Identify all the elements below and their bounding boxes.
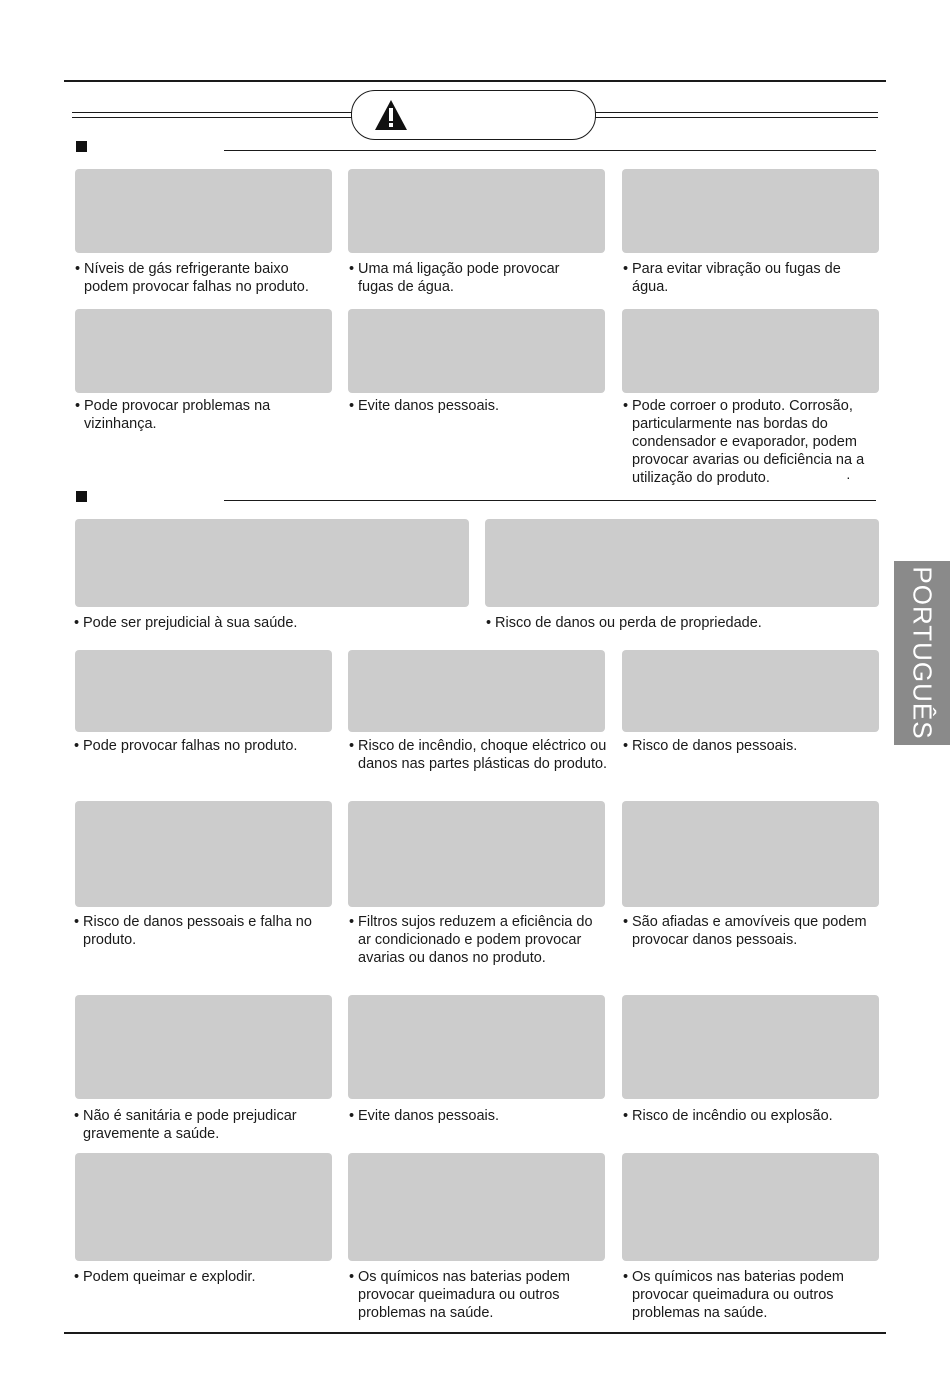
illustration-panel — [348, 1153, 605, 1261]
illustration-panel — [622, 650, 879, 732]
caption-personal-risk — [623, 737, 873, 755]
bullet: • — [623, 261, 629, 277]
header-double-line-left-top — [72, 112, 352, 113]
illustration-panel — [75, 650, 332, 732]
bottom-page-rule — [64, 1332, 886, 1334]
caption-text: Evite danos pessoais. — [358, 1108, 500, 1124]
caption-text: Os químicos nas baterias podem provocar queimadura ou outros problemas na saúde. — [632, 1269, 844, 1321]
illustration-panel — [348, 995, 605, 1099]
caption-text: Pode provocar problemas na vizinhança. — [84, 398, 271, 432]
bullet: • — [74, 914, 80, 930]
illustration-panel — [75, 309, 332, 393]
caption-personal-damage — [349, 397, 599, 415]
illustration-panel — [485, 519, 879, 607]
illustration-panel — [622, 1153, 879, 1261]
bullet: • — [349, 398, 355, 414]
caption-personal-and-failure — [74, 913, 324, 949]
caption-corrosion — [623, 397, 879, 487]
caption-health — [74, 614, 464, 632]
caption-text: Podem queimar e explodir. — [83, 1269, 256, 1285]
caption-avoid-injury — [349, 1107, 599, 1125]
bullet: • — [486, 615, 492, 631]
section-1-rule — [224, 150, 876, 151]
bullet: • — [623, 1269, 629, 1285]
caption-text: Pode corroer o produto. Corrosão, particularmente nas bordas do condensador e evaporador, podem provocar avarias ou deficiência na a utilização do produto. — [632, 398, 865, 486]
warning-icon — [374, 99, 408, 131]
caption-product-failure — [74, 737, 336, 755]
caption-fire-shock — [349, 737, 611, 773]
header-double-line-right-bottom — [594, 117, 878, 118]
section-2-marker — [76, 491, 87, 502]
header-double-line-right-top — [594, 112, 878, 113]
caption-text: Evite danos pessoais. — [358, 398, 500, 414]
caption-text: São afiadas e amovíveis que podem provocar danos pessoais. — [632, 914, 867, 948]
header-double-line-left-bottom — [72, 117, 352, 118]
bullet: • — [75, 398, 81, 414]
caption-dirty-filters — [349, 913, 604, 967]
illustration-panel — [348, 169, 605, 253]
caption-battery-chemicals — [623, 1268, 875, 1322]
caption-text: Pode ser prejudicial à sua saúde. — [83, 615, 298, 631]
warning-banner — [351, 90, 596, 140]
bullet: • — [623, 738, 629, 754]
caption-text: Os químicos nas baterias podem provocar queimadura ou outros problemas na saúde. — [358, 1269, 570, 1321]
caption-unsanitary — [74, 1107, 330, 1143]
bullet: • — [349, 1108, 355, 1124]
caption-neighborhood — [75, 397, 315, 433]
caption-burn-explode — [74, 1268, 324, 1286]
section-1-marker — [76, 141, 87, 152]
caption-text: Risco de danos pessoais e falha no produto. — [83, 914, 312, 948]
caption-low-refrigerant — [75, 260, 337, 296]
caption-text: Risco de incêndio, choque eléctrico ou danos nas partes plásticas do produto. — [358, 738, 608, 772]
language-tab-label: PORTUGUÊS — [907, 566, 938, 740]
caption-text: Para evitar vibração ou fugas de água. — [632, 261, 841, 295]
caption-text: Risco de danos pessoais. — [632, 738, 798, 754]
illustration-panel — [75, 995, 332, 1099]
caption-text: Níveis de gás refrigerante baixo podem provocar falhas no produto. — [84, 261, 309, 295]
caption-text: Pode provocar falhas no produto. — [83, 738, 298, 754]
bullet: • — [623, 1108, 629, 1124]
caption-fire-explosion — [623, 1107, 879, 1125]
bullet: • — [349, 261, 355, 277]
bullet: • — [349, 738, 355, 754]
bullet: • — [74, 738, 80, 754]
bullet: • — [349, 1269, 355, 1285]
bullet: • — [74, 615, 80, 631]
illustration-panel — [348, 801, 605, 907]
section-2-rule — [224, 500, 876, 501]
illustration-panel — [348, 650, 605, 732]
bullet: • — [74, 1108, 80, 1124]
illustration-panel — [622, 309, 879, 393]
caption-vibration-leak — [623, 260, 868, 296]
illustration-panel — [75, 801, 332, 907]
illustration-panel — [75, 169, 332, 253]
caption-text: Filtros sujos reduzem a eficiência do ar condicionado e podem provocar avarias ou danos no produto. — [358, 914, 593, 966]
illustration-panel — [622, 801, 879, 907]
caption-property-loss — [486, 614, 876, 632]
caption-text: Risco de danos ou perda de propriedade. — [495, 615, 762, 631]
bullet: • — [623, 398, 629, 414]
top-page-rule — [64, 80, 886, 82]
bullet: • — [349, 914, 355, 930]
caption-sharp-parts — [623, 913, 879, 949]
illustration-panel — [348, 309, 605, 393]
bullet: • — [623, 914, 629, 930]
illustration-panel — [622, 169, 879, 253]
caption-text: Risco de incêndio ou explosão. — [632, 1108, 833, 1124]
bullet: • — [74, 1269, 80, 1285]
illustration-panel — [75, 1153, 332, 1261]
stray-mark: · — [846, 469, 851, 485]
bullet: • — [75, 261, 81, 277]
illustration-panel — [622, 995, 879, 1099]
caption-battery-chemicals — [349, 1268, 601, 1322]
caption-text: Não é sanitária e pode prejudicar gravemente a saúde. — [83, 1108, 297, 1142]
caption-bad-connection — [349, 260, 589, 296]
language-tab — [894, 561, 950, 745]
caption-text: Uma má ligação pode provocar fugas de água. — [358, 261, 560, 295]
illustration-panel — [75, 519, 469, 607]
